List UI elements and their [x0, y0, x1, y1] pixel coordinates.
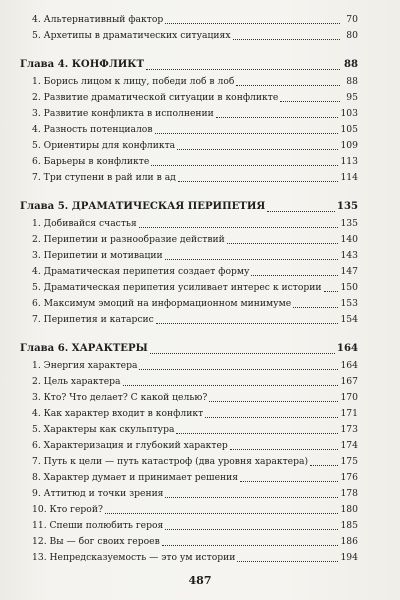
- dot-leader: [310, 465, 338, 466]
- toc-entry-page-number: 174: [340, 440, 358, 451]
- toc-entry-title: 13. Непредсказуемость — это ум истории: [32, 552, 236, 563]
- dot-leader: [251, 275, 338, 276]
- toc-entry-title: 5. Ориентиры для конфликта: [32, 140, 176, 151]
- toc-entry-page-number: 153: [340, 298, 358, 309]
- toc-entry-title: 2. Развитие драматической ситуации в конфликте: [32, 92, 279, 103]
- toc-entry-title: 7. Три ступени в рай или в ад: [32, 172, 176, 183]
- toc-entry: [20, 454, 358, 470]
- toc-entry-title: 5. Драматическая перипетия усиливает интерес к истории: [32, 282, 322, 293]
- toc-entry-title: 12. Вы — бог своих героев: [32, 536, 160, 547]
- toc-entry-title: 5. Характеры как скульптура: [32, 424, 175, 435]
- toc-entry-page-number: 103: [340, 108, 358, 119]
- dot-leader: [150, 353, 335, 354]
- toc-entry: [20, 122, 358, 138]
- toc-entry: [20, 28, 358, 44]
- toc-entry-title: 7. Путь к цели — путь катастроф (два уровня характера): [32, 456, 309, 467]
- toc-entry-page-number: 150: [340, 282, 358, 293]
- toc-entry-page-number: 143: [340, 250, 358, 261]
- toc-entry-page-number: 80: [346, 30, 358, 41]
- section-spacer: [20, 328, 358, 340]
- dot-leader: [324, 291, 339, 292]
- section-spacer: [20, 44, 358, 56]
- chapter-page-number: 135: [336, 201, 358, 212]
- dot-leader: [165, 23, 340, 24]
- toc-entry: [20, 170, 358, 186]
- chapter-title: Глава 5. ДРАМАТИЧЕСКАЯ ПЕРИПЕТИЯ: [20, 201, 266, 212]
- toc-entry: [20, 264, 358, 280]
- toc-entry: [20, 438, 358, 454]
- dot-leader: [165, 529, 338, 530]
- chapter-heading: [20, 340, 358, 358]
- toc-entry: [20, 534, 358, 550]
- toc-entry-title: 2. Перипетии и разнообразие действий: [32, 234, 225, 245]
- toc-entry-page-number: 170: [340, 392, 358, 403]
- toc-entry-page-number: 173: [340, 424, 358, 435]
- toc-entry-page-number: 70: [346, 14, 358, 25]
- toc-entry: [20, 502, 358, 518]
- dot-leader: [216, 117, 339, 118]
- toc-entry: [20, 154, 358, 170]
- toc-entry: [20, 486, 358, 502]
- toc-entry-page-number: 140: [340, 234, 358, 245]
- dot-leader: [146, 69, 340, 70]
- dot-leader: [209, 401, 338, 402]
- toc-entry-page-number: 186: [340, 536, 358, 547]
- dot-leader: [280, 101, 340, 102]
- toc-entry-page-number: 154: [340, 314, 358, 325]
- dot-leader: [293, 307, 338, 308]
- dot-leader: [155, 133, 339, 134]
- toc-entry-title: 1. Энергия характера: [32, 360, 138, 371]
- toc-entry-title: 4. Альтернативный фактор: [32, 14, 164, 25]
- section-spacer: [20, 186, 358, 198]
- toc-entry-page-number: 105: [340, 124, 358, 135]
- toc-entry: [20, 518, 358, 534]
- table-of-contents: [20, 12, 358, 566]
- dot-leader: [240, 481, 338, 482]
- toc-entry-page-number: 164: [340, 360, 358, 371]
- toc-entry: [20, 232, 358, 248]
- toc-entry: [20, 470, 358, 486]
- dot-leader: [176, 433, 338, 434]
- chapter-title: Глава 6. ХАРАКТЕРЫ: [20, 343, 148, 354]
- toc-entry-title: 3. Развитие конфликта в исполнении: [32, 108, 214, 119]
- toc-entry: [20, 390, 358, 406]
- toc-entry-title: 4. Драматическая перипетия создает форму: [32, 266, 250, 277]
- toc-entry: [20, 216, 358, 232]
- toc-entry-page-number: 147: [340, 266, 358, 277]
- dot-leader: [267, 211, 335, 212]
- toc-entry: [20, 248, 358, 264]
- toc-entry-title: 1. Добивайся счастья: [32, 218, 137, 229]
- toc-entry-page-number: 178: [340, 488, 358, 499]
- chapter-heading: [20, 198, 358, 216]
- toc-entry: [20, 358, 358, 374]
- chapter-page-number: 164: [336, 343, 358, 354]
- toc-entry-title: 8. Характер думает и принимает решения: [32, 472, 239, 483]
- toc-entry-page-number: 171: [340, 408, 358, 419]
- toc-entry-title: 6. Барьеры в конфликте: [32, 156, 150, 167]
- dot-leader: [236, 85, 340, 86]
- chapter-title: Глава 4. КОНФЛИКТ: [20, 59, 144, 70]
- toc-entry: [20, 296, 358, 312]
- toc-entry: [20, 138, 358, 154]
- toc-entry-page-number: 194: [340, 552, 358, 563]
- toc-entry-page-number: 176: [340, 472, 358, 483]
- toc-entry-page-number: 185: [340, 520, 358, 531]
- dot-leader: [151, 165, 338, 166]
- toc-entry-title: 7. Перипетия и катарсис: [32, 314, 154, 325]
- toc-entry: [20, 12, 358, 28]
- toc-entry: [20, 374, 358, 390]
- toc-entry-title: 4. Как характер входит в конфликт: [32, 408, 204, 419]
- toc-entry-page-number: 167: [340, 376, 358, 387]
- toc-entry-title: 9. Аттитюд и точки зрения: [32, 488, 164, 499]
- dot-leader: [123, 385, 339, 386]
- dot-leader: [165, 259, 339, 260]
- toc-entry: [20, 406, 358, 422]
- dot-leader: [105, 513, 339, 514]
- toc-entry-page-number: 88: [346, 76, 358, 87]
- toc-entry-title: 10. Кто герой?: [32, 504, 103, 515]
- toc-entry-title: 2. Цель характера: [32, 376, 121, 387]
- toc-entry-title: 6. Максимум эмоций на информационном минимуме: [32, 298, 292, 309]
- toc-entry-page-number: 175: [340, 456, 358, 467]
- toc-entry-page-number: 114: [340, 172, 358, 183]
- dot-leader: [233, 39, 340, 40]
- toc-entry-title: 11. Спеши полюбить героя: [32, 520, 164, 531]
- dot-leader: [227, 243, 339, 244]
- toc-entry-title: 4. Разность потенциалов: [32, 124, 153, 135]
- dot-leader: [139, 369, 338, 370]
- dot-leader: [178, 181, 339, 182]
- page-number: 487: [188, 574, 212, 587]
- dot-leader: [237, 561, 338, 562]
- toc-entry-page-number: 135: [340, 218, 358, 229]
- toc-entry: [20, 312, 358, 328]
- toc-entry-title: 5. Архетипы в драматических ситуациях: [32, 30, 231, 41]
- toc-entry: [20, 550, 358, 566]
- dot-leader: [177, 149, 338, 150]
- toc-entry: [20, 90, 358, 106]
- dot-leader: [205, 417, 338, 418]
- toc-entry-page-number: 113: [340, 156, 358, 167]
- dot-leader: [156, 323, 339, 324]
- toc-entry-title: 3. Кто? Что делает? С какой целью?: [32, 392, 208, 403]
- toc-entry: [20, 74, 358, 90]
- toc-entry-title: 6. Характеризация и глубокий характер: [32, 440, 228, 451]
- dot-leader: [162, 545, 339, 546]
- toc-entry: [20, 106, 358, 122]
- toc-entry-title: 1. Борись лицом к лицу, победи лоб в лоб: [32, 76, 235, 87]
- chapter-heading: [20, 56, 358, 74]
- toc-entry: [20, 280, 358, 296]
- chapter-page-number: 88: [343, 59, 358, 70]
- toc-entry-page-number: 109: [340, 140, 358, 151]
- toc-entry-page-number: 95: [346, 92, 358, 103]
- toc-entry-page-number: 180: [340, 504, 358, 515]
- dot-leader: [230, 449, 339, 450]
- dot-leader: [139, 227, 339, 228]
- toc-entry: [20, 422, 358, 438]
- dot-leader: [165, 497, 338, 498]
- toc-entry-title: 3. Перипетии и мотивации: [32, 250, 163, 261]
